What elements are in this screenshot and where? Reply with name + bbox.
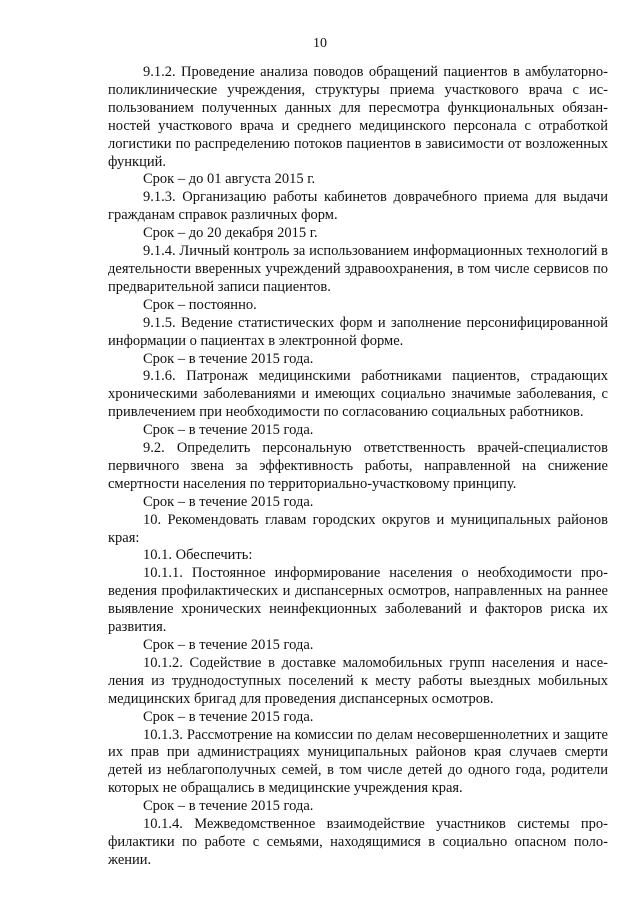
- paragraph-9-1-5: 9.1.5. Ведение статистических форм и заполнение персонифицированной информации о пациентах в электронной форме.: [108, 314, 608, 349]
- deadline-9-1-2: Срок – до 01 августа 2015 г.: [143, 171, 316, 188]
- deadline-9-2: Срок – в течение 2015 года.: [143, 493, 314, 510]
- paragraph-10: 10. Рекомендовать главам городских округов и муниципальных районов края:: [108, 511, 608, 546]
- deadline-9-1-3: Срок – до 20 декабря 2015 г.: [143, 225, 318, 242]
- paragraph-9-1-3: 9.1.3. Организацию работы кабинетов доврачебного приема для выдачи гражданам справок различных форм.: [108, 189, 608, 224]
- deadline-10-1-3: Срок – в течение 2015 года.: [143, 798, 314, 815]
- paragraph-10-1-1: 10.1.1. Постоянное информирование населения о необходимости проведения профилактических и диспансерных осмотров, направленных на раннее выявление хронических неинфекционных заболеваний и факторов риска их развития.: [108, 565, 608, 636]
- document-body: [108, 64, 608, 870]
- page-number: 10: [313, 36, 327, 51]
- deadline-9-1-5: Срок – в течение 2015 года.: [143, 350, 314, 367]
- deadline-9-1-6: Срок – в течение 2015 года.: [143, 422, 314, 439]
- paragraph-10-1-3: 10.1.3. Рассмотрение на комиссии по делам несовершеннолетних и защите их прав при администрациях муниципальных районов края случаев смерти детей из неблагополучных семей, в том числе детей до одного года, родители которых не обращались в медицинские учреждения края.: [108, 726, 608, 797]
- paragraph-10-1-2: 10.1.2. Содействие в доставке маломобильных групп населения и населения из труднодоступных поселений к месту работы выездных мобильных медицинских бригад для проведения диспансерных осмотров.: [108, 654, 608, 707]
- paragraph-10-1-4: 10.1.4. Межведомственное взаимодействие участников системы профилактики по работе с семьями, находящимися в социально опасном положении.: [108, 816, 608, 868]
- deadline-10-1-1: Срок – в течение 2015 года.: [143, 637, 314, 653]
- paragraph-9-1-2: 9.1.2. Проведение анализа поводов обращений пациентов в амбулаторно-поликлинические учреждения, структуры приема участкового врача с использованием полученных данных для пересмотра функциональных обязанностей участкового врача и среднего медицинского персонала с отработкой логистики по распределению потоков пациентов в зависимости от возложенных функций.: [108, 64, 608, 170]
- paragraph-10-1: 10.1. Обеспечить:: [143, 547, 253, 564]
- paragraph-9-2: 9.2. Определить персональную ответственность врачей-специалистов первичного звена за эффективность работы, направленной на снижение смертности населения по территориально-участковому принципу.: [108, 440, 608, 492]
- paragraph-9-1-4: 9.1.4. Личный контроль за использованием информационных технологий в деятельности вверенных учреждений здравоохранения, в том числе сервисов по предварительной записи пациентов.: [108, 243, 608, 295]
- deadline-10-1-2: Срок – в течение 2015 года.: [143, 708, 314, 725]
- deadline-9-1-4: Срок – постоянно.: [143, 296, 257, 313]
- paragraph-9-1-6: 9.1.6. Патронаж медицинскими работниками пациентов, страдающих хроническими заболеваниями и имеющих социально значимые заболевания, с привлечением при необходимости по согласованию социальных работников.: [108, 368, 608, 421]
